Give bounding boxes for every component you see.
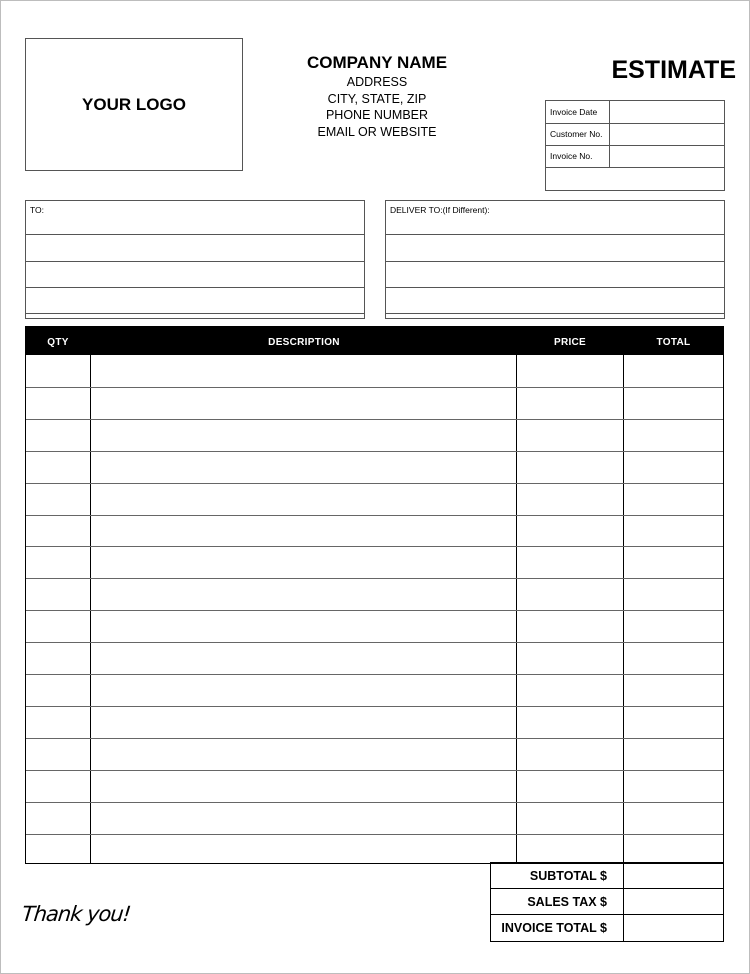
qty-header: QTY: [47, 337, 69, 348]
total-cell[interactable]: [624, 515, 723, 547]
price-cell[interactable]: [517, 802, 623, 834]
price-cell[interactable]: [517, 578, 623, 610]
deliver-to-line: [386, 234, 724, 235]
sales-tax-label: SALES TAX $: [527, 895, 607, 909]
company-address: ADDRESS: [346, 75, 408, 89]
price-cell[interactable]: [517, 834, 623, 866]
deliver-to-line: [386, 261, 724, 262]
logo-text: YOUR LOGO: [82, 94, 186, 114]
invoice-date-label: Invoice Date: [546, 101, 610, 123]
subtotal-row: [491, 863, 723, 888]
sales-tax-row: [491, 889, 723, 914]
qty-cell[interactable]: [26, 834, 90, 866]
deliver-to-line: [386, 313, 724, 314]
description-cell[interactable]: [91, 483, 516, 515]
bill-to-line: [26, 287, 364, 288]
description-cell[interactable]: [91, 834, 516, 866]
price-cell[interactable]: [517, 706, 623, 738]
total-cell[interactable]: [624, 738, 723, 770]
total-cell[interactable]: [624, 419, 723, 451]
qty-cell[interactable]: [26, 355, 90, 387]
qty-cell[interactable]: [26, 578, 90, 610]
qty-cell[interactable]: [26, 419, 90, 451]
description-cell[interactable]: [91, 610, 516, 642]
company-city-state-zip: CITY, STATE, ZIP: [327, 91, 427, 106]
qty-cell[interactable]: [26, 515, 90, 547]
company-name: COMPANY NAME: [306, 53, 448, 72]
qty-cell[interactable]: [26, 674, 90, 706]
company-phone: PHONE NUMBER: [325, 108, 429, 122]
invoice-total-row: [491, 915, 723, 940]
qty-cell[interactable]: [26, 387, 90, 419]
qty-cell[interactable]: [26, 610, 90, 642]
customer-no-field[interactable]: [610, 123, 723, 145]
qty-cell[interactable]: [26, 770, 90, 802]
total-header: TOTAL: [656, 337, 691, 348]
total-cell[interactable]: [624, 387, 723, 419]
description-header: DESCRIPTION: [268, 337, 340, 348]
invoice-total-label: INVOICE TOTAL $: [501, 921, 607, 935]
description-cell[interactable]: [91, 738, 516, 770]
line-items-table: [25, 326, 724, 864]
document-title: ESTIMATE: [611, 56, 736, 84]
invoice-no-row: [546, 145, 724, 168]
meta-blank-row[interactable]: [546, 168, 724, 190]
total-cell[interactable]: [624, 546, 723, 578]
qty-cell[interactable]: [26, 451, 90, 483]
description-cell[interactable]: [91, 706, 516, 738]
price-cell[interactable]: [517, 770, 623, 802]
price-header: PRICE: [553, 337, 587, 348]
price-cell[interactable]: [517, 738, 623, 770]
description-cell[interactable]: [91, 770, 516, 802]
total-cell[interactable]: [624, 483, 723, 515]
qty-cell[interactable]: [26, 642, 90, 674]
sales-tax-value[interactable]: [625, 889, 723, 914]
subtotal-value[interactable]: [625, 863, 723, 888]
price-cell[interactable]: [517, 355, 623, 387]
deliver-to-box[interactable]: [385, 200, 725, 319]
description-cell[interactable]: [91, 451, 516, 483]
totals-box: [490, 862, 724, 942]
description-cell[interactable]: [91, 515, 516, 547]
price-cell[interactable]: [517, 483, 623, 515]
invoice-no-label: Invoice No.: [546, 145, 610, 167]
table-header: [26, 327, 723, 355]
total-cell[interactable]: [624, 674, 723, 706]
qty-cell[interactable]: [26, 483, 90, 515]
qty-cell[interactable]: [26, 802, 90, 834]
total-cell[interactable]: [624, 834, 723, 866]
logo-placeholder: [25, 38, 243, 171]
description-cell[interactable]: [91, 355, 516, 387]
description-cell[interactable]: [91, 546, 516, 578]
customer-no-label: Customer No.: [546, 123, 610, 145]
deliver-to-line: [386, 287, 724, 288]
bill-to-line: [26, 234, 364, 235]
description-cell[interactable]: [91, 802, 516, 834]
total-cell[interactable]: [624, 355, 723, 387]
description-cell[interactable]: [91, 419, 516, 451]
description-cell[interactable]: [91, 674, 516, 706]
invoice-no-field[interactable]: [610, 145, 723, 167]
price-cell[interactable]: [517, 546, 623, 578]
total-cell[interactable]: [624, 802, 723, 834]
invoice-meta-box: [545, 100, 725, 191]
price-cell[interactable]: [517, 451, 623, 483]
invoice-total-value[interactable]: [625, 915, 723, 940]
total-cell[interactable]: [624, 578, 723, 610]
invoice-date-field[interactable]: [610, 101, 723, 123]
bill-to-box[interactable]: [25, 200, 365, 319]
bill-to-line: [26, 261, 364, 262]
company-email-website: EMAIL OR WEBSITE: [317, 124, 437, 139]
price-cell[interactable]: [517, 610, 623, 642]
total-cell[interactable]: [624, 706, 723, 738]
total-cell[interactable]: [624, 770, 723, 802]
price-cell[interactable]: [517, 674, 623, 706]
description-cell[interactable]: [91, 578, 516, 610]
price-cell[interactable]: [517, 642, 623, 674]
thank-you-note: Thank you!: [20, 902, 132, 926]
description-cell[interactable]: [91, 642, 516, 674]
total-cell[interactable]: [624, 642, 723, 674]
price-cell[interactable]: [517, 515, 623, 547]
price-cell[interactable]: [517, 419, 623, 451]
qty-cell[interactable]: [26, 546, 90, 578]
bill-to-label: TO:: [30, 205, 45, 215]
deliver-to-label: DELIVER TO:(If Different):: [390, 205, 490, 215]
description-cell[interactable]: [91, 387, 516, 419]
subtotal-label: SUBTOTAL $: [529, 869, 607, 883]
bill-to-line: [26, 313, 364, 314]
qty-cell[interactable]: [26, 706, 90, 738]
qty-cell[interactable]: [26, 738, 90, 770]
invoice-date-row: [546, 101, 724, 124]
price-cell[interactable]: [517, 387, 623, 419]
total-cell[interactable]: [624, 610, 723, 642]
customer-no-row: [546, 123, 724, 146]
company-info: [290, 52, 464, 140]
total-cell[interactable]: [624, 451, 723, 483]
